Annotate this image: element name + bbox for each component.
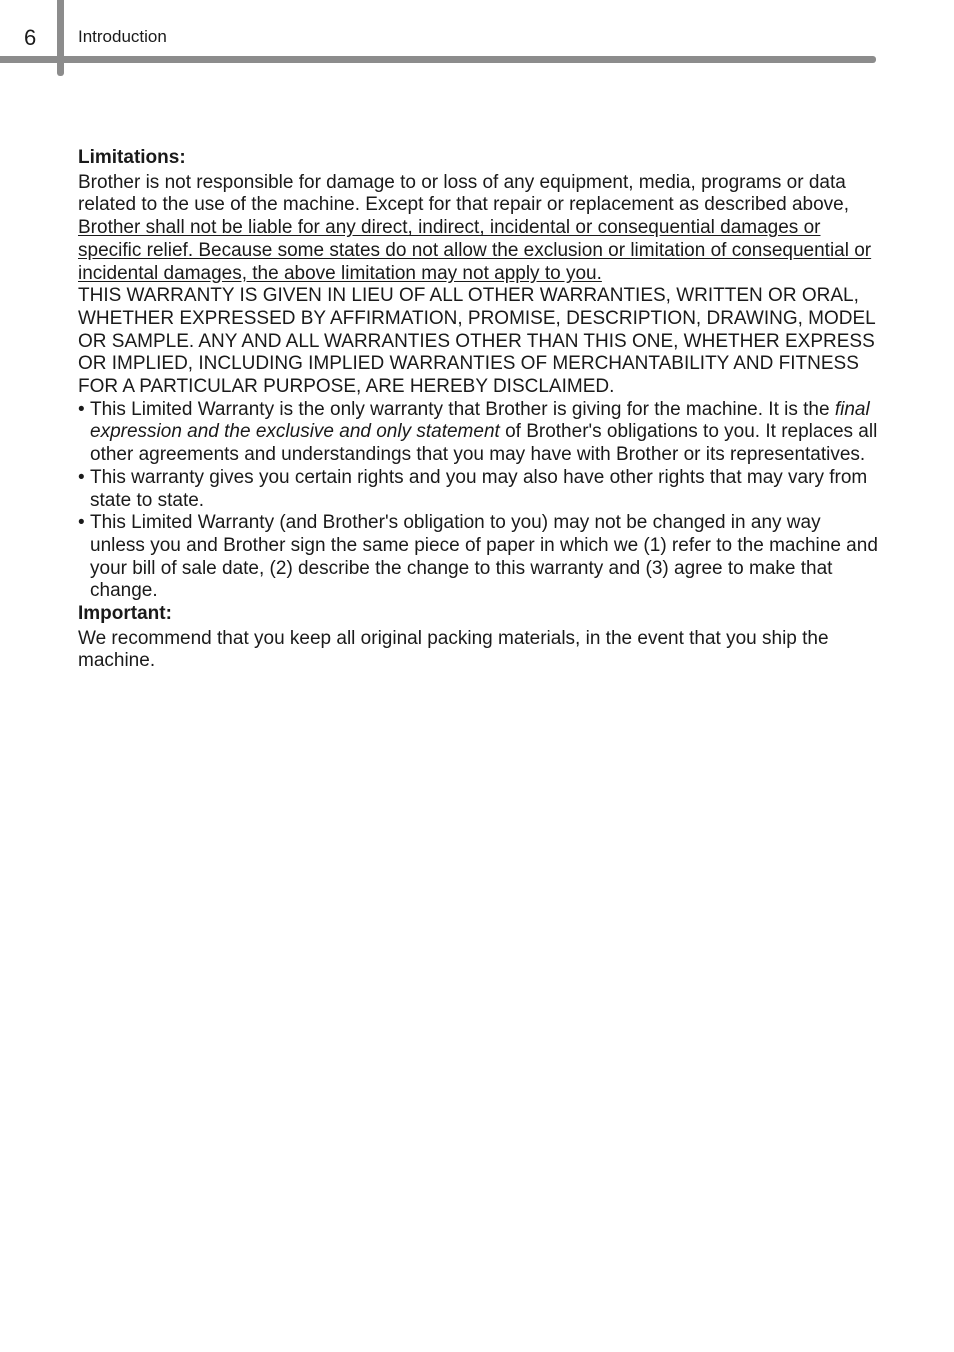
header-vertical-rule [57,0,64,76]
bullet-text: This Limited Warranty is the only warranty that Brother is giving for the machine. It is the [90,398,835,420]
header-horizontal-rule [0,56,876,63]
bullet-icon: • [78,512,85,534]
page-body [78,147,878,673]
bullet-italic-text: final expression and the exclusive and only statement [90,398,870,443]
warranty-disclaimer: THIS WARRANTY IS GIVEN IN LIEU OF ALL OTHER WARRANTIES, WRITTEN OR ORAL, WHETHER EXPRESSED BY AFFIRMATION, PROMISE, DESCRIPTION, DRAWING, MODEL OR SAMPLE. ANY AND ALL WARRANTIES OTHER THAN THIS ONE, WHETHER EXPRESS OR IMPLIED, INCLUDING IMPLIED WARRANTIES OF MERCHANTABILITY AND FITNESS FOR A PARTICULAR PURPOSE, ARE HEREBY DISCLAIMED. [78,285,876,398]
bullet-icon: • [78,466,85,488]
warranty-bullet-list [78,399,878,603]
limitations-heading: Limitations: [78,147,186,168]
section-title: Introduction [78,27,167,46]
bullet-text: This warranty gives you certain rights and you may also have other rights that may vary from state to state. [90,466,868,511]
liability-clause: Brother shall not be liable for any direct, indirect, incidental or consequential damages or specific relief. Because some states do not allow the exclusion or limitation of consequential or incidental damages, the above limitation may not apply to you. [78,217,872,284]
limitations-paragraph [78,172,878,286]
page-number: 6 [24,25,37,50]
list-item [78,467,878,512]
limitations-text: Brother is not responsible for damage to or loss of any equipment, media, programs or data related to the use of the machine. Except for that repair or replacement as described above, [78,171,849,216]
list-item [78,399,878,467]
bullet-text: of Brother's obligations to you. It replaces all other agreements and understandings that you may have with Brother or its representatives. [90,421,878,466]
bullet-text: This Limited Warranty (and Brother's obligation to you) may not be changed in any way unless you and Brother sign the same piece of paper in which we (1) refer to the machine and your bill of sale date, (2) describe the change to this warranty and (3) agree to make that change. [90,512,878,602]
important-text: We recommend that you keep all original packing materials, in the event that you ship the machine. [78,627,829,672]
bullet-icon: • [78,398,85,420]
important-heading: Important: [78,603,172,625]
list-item [78,512,878,603]
